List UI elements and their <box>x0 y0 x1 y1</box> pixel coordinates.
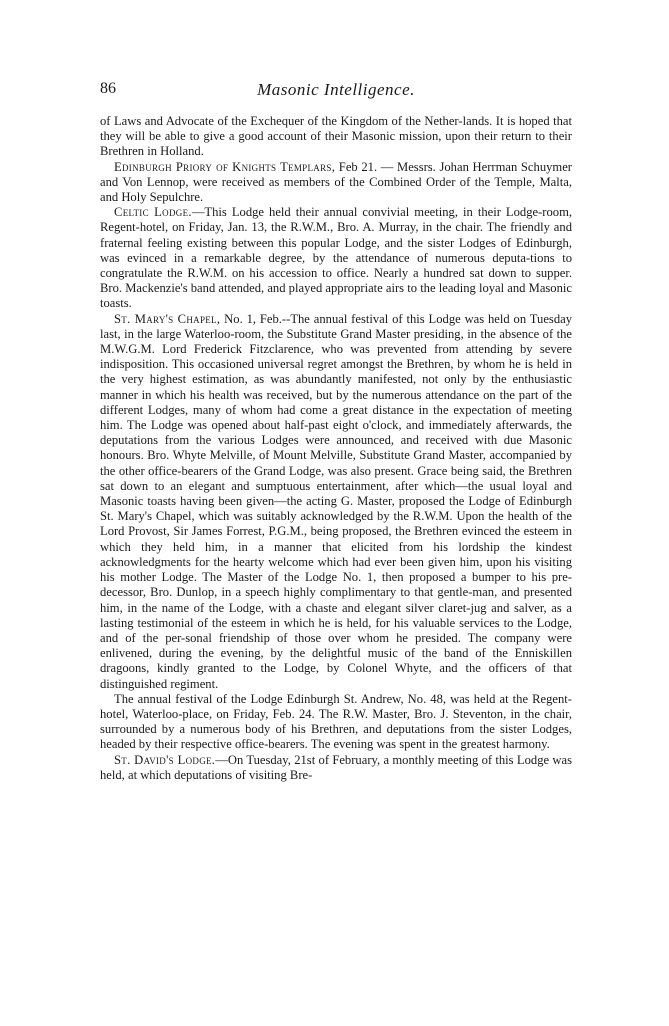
paragraph-text: —This Lodge held their annual convivial meeting, in their Lodge-room, Regent-hotel, on Friday, Jan. 13, the R.W.M., Bro. A. Murray, in the chair. The friendly and fraternal feeling existing between this popular Lodge, and the sister Lodges of Edinburgh, was evinced in a remarkable degree, by the attendance of numerous deputa-tions to congratulate the R.W.M. on his accession to office. Nearly a hundred sat down to supper. Bro. Mackenzie's band attended, and played appropriate airs to the leading loyal and Masonic toasts. <box>100 205 573 311</box>
paragraph-text: of Laws and Advocate of the Exchequer of the Kingdom of the Nether-lands. It is hoped that they will be able to give a good account of their Masonic mission, upon their return to their Brethren in Holland. <box>100 114 572 159</box>
paragraph-text: Feb 21. — Messrs. Johan Herrman Schuymer and Von Lennop, were received as members of the Combined Order of the Temple, Malta, and Holy Sepulchre. <box>100 159 572 205</box>
paragraph-text: —On Tuesday, 21st of February, a monthly meeting of this Lodge was held, at which deputations of visiting Bre- <box>100 752 572 782</box>
paragraph-lead: Edinburgh Priory of Knights Templars, <box>114 159 336 174</box>
document-page <box>100 80 572 783</box>
paragraph-text: No. 1, Feb.--The annual festival of this Lodge was held on Tuesday last, in the large Waterloo-room, the Substitute Grand Master presiding, in the absence of the M.W.G.M. Lord Frederick Fitzclarence, who was prevented from attending by severe indisposition. This occasioned universal regret amongst the Brethren, by whom he is held in the very highest estimation, as was abundantly manifested, not only by the enthusiastic manner in which his health was received, but by the numerous attendance on the part of the different Lodges, many of whom had come a great distance in the expectation of meeting him. The Lodge was opened about half-past eight o'clock, and immediately afterwards, the deputations from the various Lodges were announced, and received with due Masonic honours. Bro. Whyte Melville, of Mount Melville, Substitute Grand Master, accompanied by the other office-bearers of the Grand Lodge, was also present. Grace being said, the Brethren sat down to an elegant and sumptuous entertainment, after which—the usual loyal and Masonic toasts having been given—the acting G. Master, proposed the Lodge of Edinburgh St. Mary's Chapel, which was suitably acknowledged by the R.W.M. Upon the health of the Lord Provost, Sir James Forrest, P.G.M., being proposed, the Brethren evinced the esteem in which they held him, in a manner that elicited from his lordship the kindest acknowledgments for the hearty welcome which had ever been given him, upon his visiting his mother Lodge. The Master of the Lodge No. 1, then proposed a bumper to his pre-decessor, Bro. Dunlop, in a speech highly complimentary to that gentle-man, and presented him, in the name of the Lodge, with a chaste and elegant silver claret-jug and salver, as a lasting testimonial of the esteem in which he is held, for his valuable services to the Lodge, and of the per-sonal friendship of those over whom he presided. The company were enlivened, during the evening, by the delightful music of the band of the Enniskillen dragoons, kindly granted to the Lodge, by Colonel Whyte, and the officers of that distinguished regiment. <box>100 311 573 691</box>
paragraph-st-andrew <box>100 692 572 753</box>
paragraph-continuation <box>100 114 572 160</box>
page-header <box>100 80 572 106</box>
paragraph-celtic-lodge <box>100 205 572 311</box>
paragraph-st-davids-lodge <box>100 753 572 783</box>
paragraph-knights-templars <box>100 160 572 206</box>
paragraph-lead: St. David's Lodge. <box>114 752 216 767</box>
paragraph-lead: St. Mary's Chapel, <box>114 311 221 326</box>
article-body <box>100 114 572 783</box>
paragraph-st-marys-chapel <box>100 312 572 692</box>
paragraph-text: The annual festival of the Lodge Edinburgh St. Andrew, No. 48, was held at the Regent-hotel, Waterloo-place, on Friday, Feb. 24. The R.W. Master, Bro. J. Steventon, in the chair, surrounded by a numerous body of his Brethren, and deputations from the sister Lodges, headed by their respective office-bearers. The evening was spent in the greatest harmony. <box>100 691 572 752</box>
page-number: 86 <box>100 80 116 97</box>
paragraph-lead: Celtic Lodge. <box>114 205 192 220</box>
running-title: Masonic Intelligence. <box>257 80 415 99</box>
